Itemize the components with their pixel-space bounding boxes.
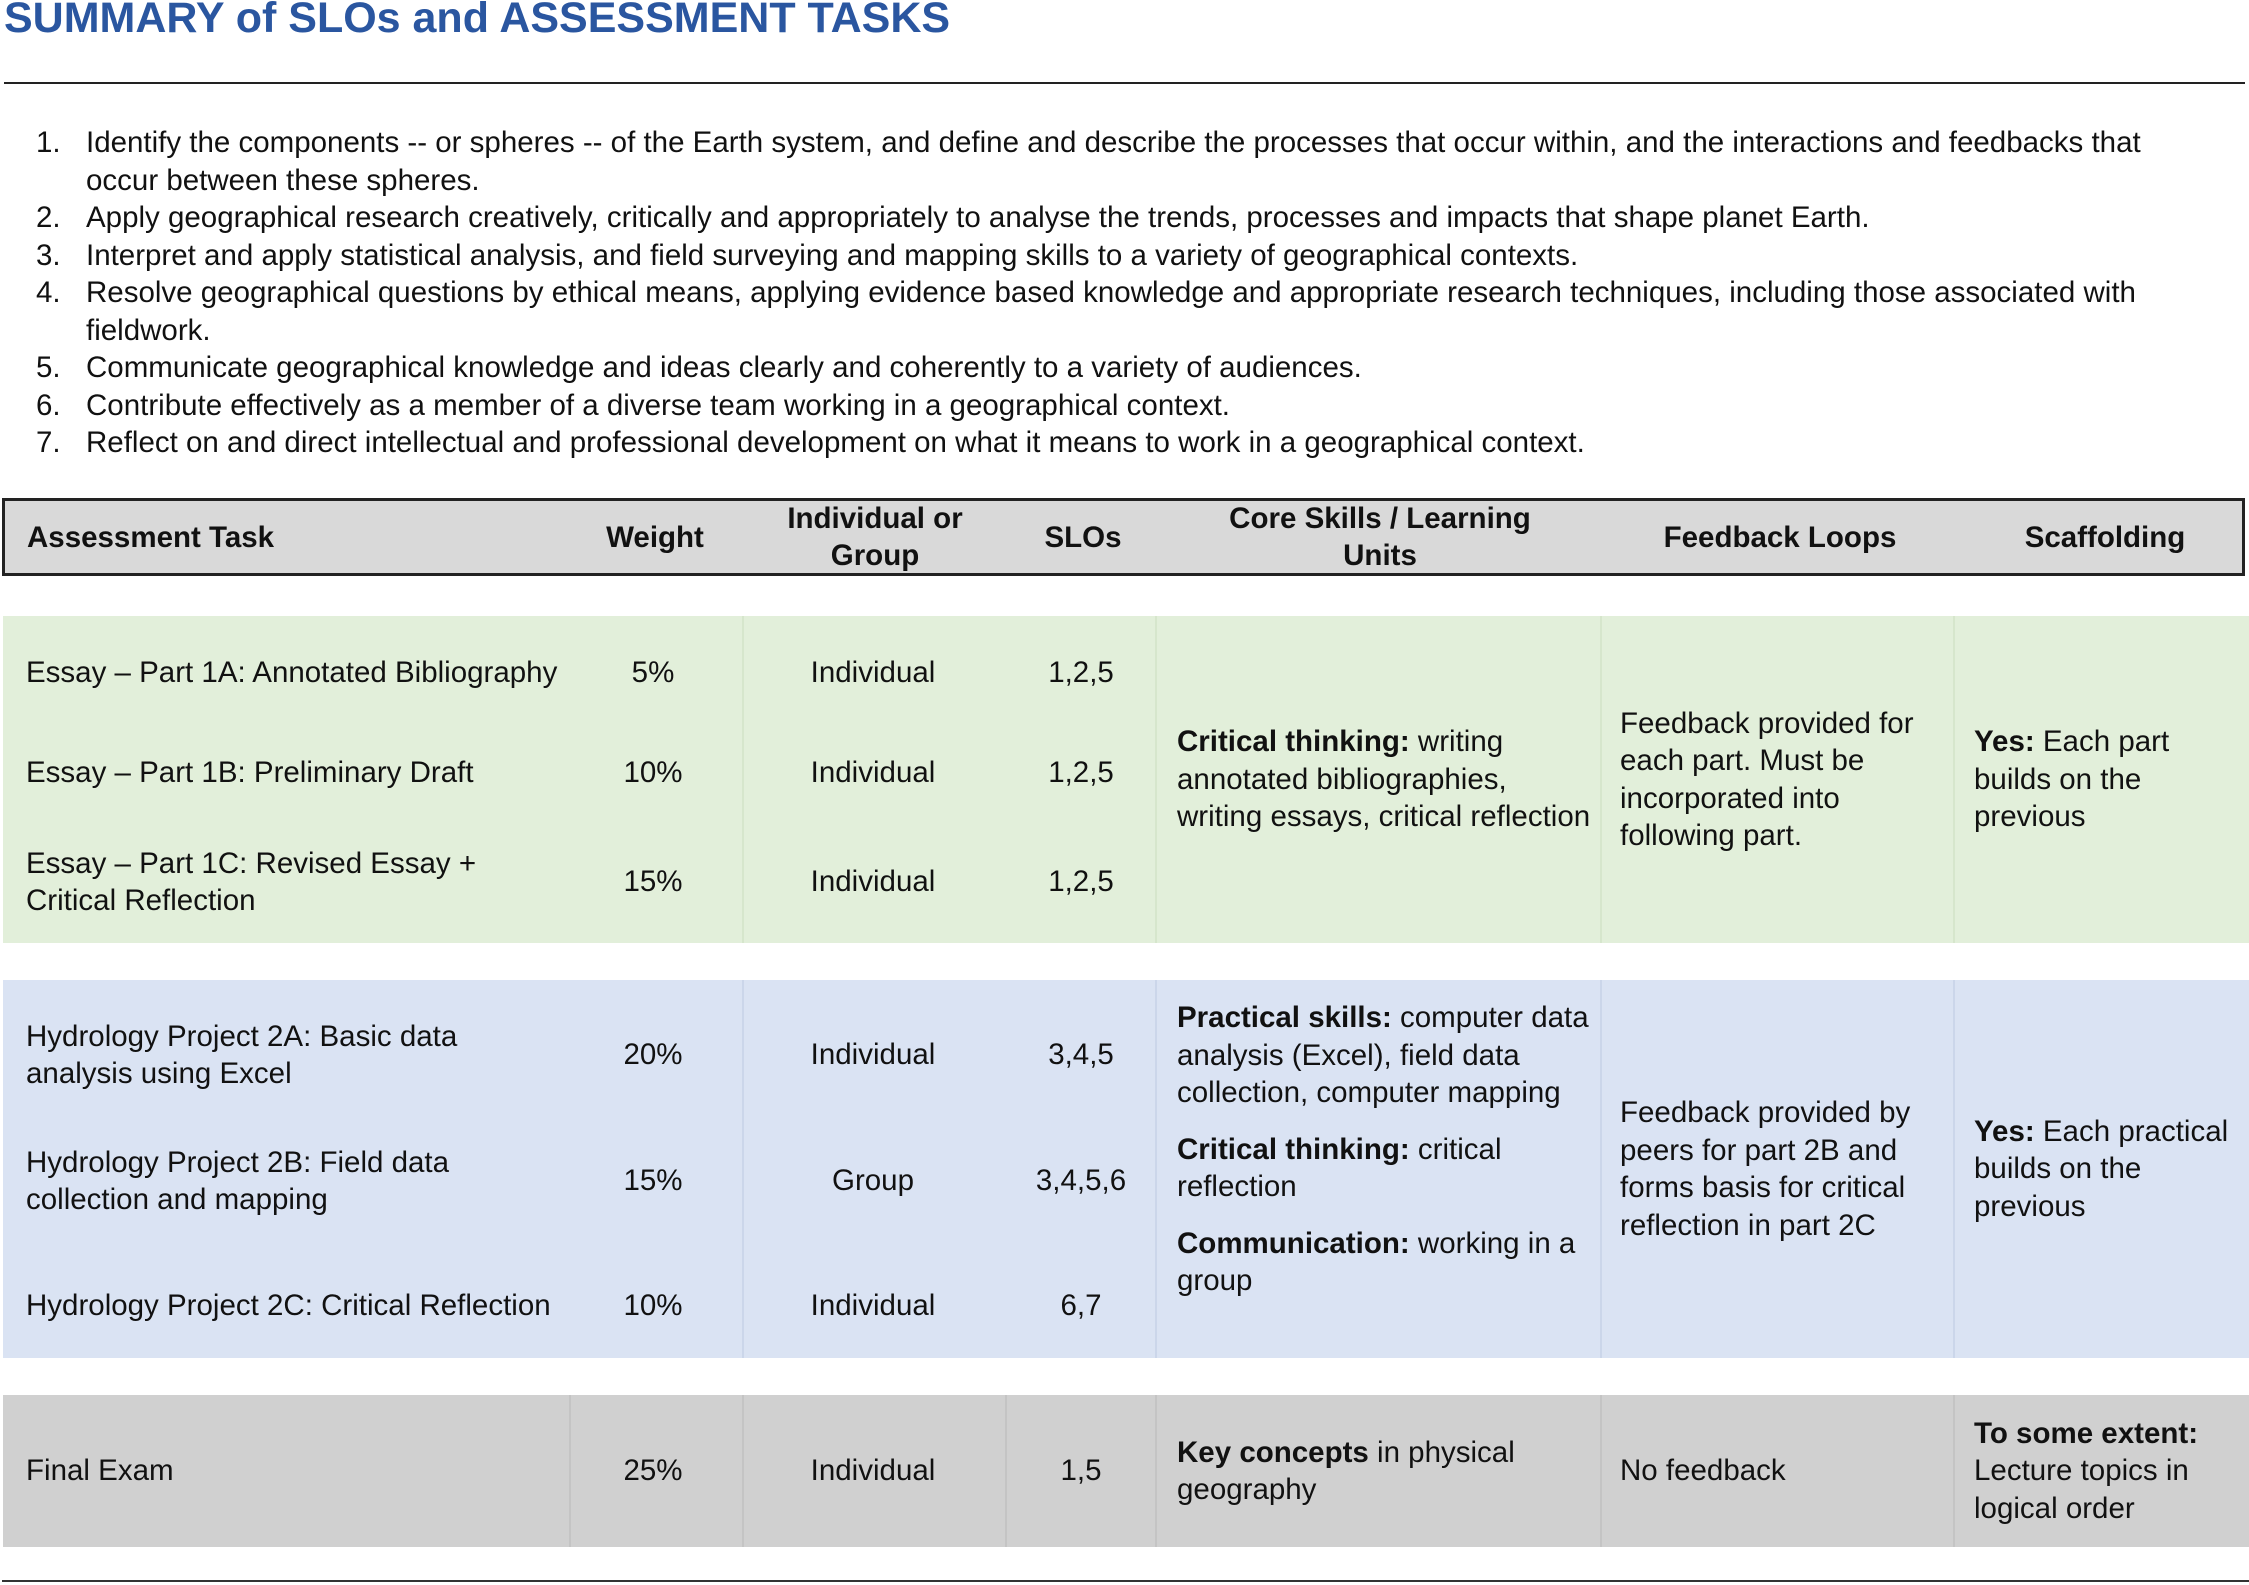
scaffolding-text bbox=[1974, 723, 2236, 836]
scaffolding-cell bbox=[1974, 616, 2236, 943]
core-skill-text: working in a group bbox=[1177, 1226, 1576, 1297]
slo-item bbox=[0, 199, 2249, 237]
slos-cell: 3,4,5 bbox=[1048, 1038, 1114, 1072]
core-skill-label: Practical skills: bbox=[1177, 1001, 1392, 1034]
header-feedback-loops: Feedback Loops bbox=[1663, 520, 1897, 554]
individual-cell: Individual bbox=[810, 1289, 936, 1323]
task-cell: Essay – Part 1C: Revised Essay + Critical Reflection bbox=[26, 846, 477, 917]
core-skill bbox=[1177, 999, 1597, 1112]
core-skill-text: critical reflection bbox=[1177, 1132, 1502, 1203]
scaffolding-detail: Each practical builds on the previous bbox=[1974, 1114, 2229, 1223]
core-skill-text: in physical geography bbox=[1177, 1435, 1515, 1506]
title-divider bbox=[4, 82, 2245, 84]
header-slos: SLOs bbox=[1044, 520, 1122, 554]
core-skill-label: Communication: bbox=[1177, 1226, 1410, 1260]
core-skill-label: Critical thinking: bbox=[1177, 1132, 1410, 1166]
task-cell: Hydrology Project 2C: Critical Reflection bbox=[26, 1289, 551, 1323]
slo-item bbox=[0, 237, 2249, 275]
scaffolding-detail: Lecture topics in logical order bbox=[1974, 1454, 2189, 1525]
task-cell: Essay – Part 1A: Annotated Bibliography bbox=[26, 656, 558, 690]
individual-cell: Individual bbox=[810, 865, 936, 899]
table-group-hydrology bbox=[3, 980, 2249, 1358]
slo-text: Communicate geographical knowledge and ideas clearly and coherently to a variety of audiences. bbox=[86, 351, 1362, 384]
slo-text: Apply geographical research creatively, critically and appropriately to analyse the trends, processes and impacts that shape planet Earth. bbox=[86, 201, 1870, 234]
weight-cell: 15% bbox=[623, 1164, 683, 1198]
header-assessment-task: Assessment Task bbox=[27, 520, 275, 554]
slo-number: 2. bbox=[36, 201, 61, 234]
weight-cell: 10% bbox=[623, 1289, 683, 1323]
core-skills-cell bbox=[1177, 1395, 1587, 1547]
slos-cell: 6,7 bbox=[1060, 1289, 1102, 1323]
column-divider bbox=[569, 1395, 571, 1547]
slo-text: Contribute effectively as a member of a diverse team working in a geographical context. bbox=[86, 388, 1230, 422]
slo-item bbox=[0, 124, 2249, 199]
core-skill-text: computer data analysis (Excel), field data collection, computer mapping bbox=[1177, 1001, 1589, 1109]
scaffolding-label: Yes: bbox=[1974, 1114, 2035, 1148]
slos-cell: 1,2,5 bbox=[1048, 865, 1114, 899]
slo-number: 1. bbox=[36, 126, 61, 159]
slo-item bbox=[0, 349, 2249, 387]
bottom-divider bbox=[2, 1580, 2249, 1582]
slo-item bbox=[0, 387, 2249, 425]
slo-number: 5. bbox=[36, 351, 61, 384]
slo-number: 6. bbox=[36, 388, 61, 422]
slos-cell: 1,2,5 bbox=[1048, 656, 1114, 690]
individual-cell: Individual bbox=[810, 656, 936, 690]
core-skill-label: Key concepts bbox=[1177, 1435, 1369, 1469]
core-skill-text: writing annotated bibliographies, writing essays, critical reflection bbox=[1177, 725, 1591, 834]
feedback-cell: Feedback provided for each part. Must be incorporated into following part. bbox=[1620, 706, 1914, 852]
slo-text: Identify the components -- or spheres -- of the Earth system, and define and describe the processes that occur within, and the interactions and feedbacks that occur between these spheres. bbox=[86, 126, 2141, 197]
column-divider bbox=[1600, 616, 1602, 943]
task-cell: Essay – Part 1B: Preliminary Draft bbox=[26, 756, 474, 790]
core-skills-cell bbox=[1177, 999, 1597, 1300]
table-header bbox=[2, 498, 2245, 576]
individual-cell: Individual bbox=[810, 756, 936, 790]
task-cell: Hydrology Project 2B: Field data collection and mapping bbox=[26, 1145, 450, 1216]
weight-cell: 10% bbox=[623, 756, 683, 790]
column-divider bbox=[1953, 980, 1955, 1358]
table-group-final-exam bbox=[3, 1395, 2249, 1547]
scaffolding-cell bbox=[1974, 980, 2236, 1358]
column-divider bbox=[1600, 1395, 1602, 1547]
header-individual-or-group: Individual or Group bbox=[787, 502, 963, 572]
scaffolding-text bbox=[1974, 1415, 2236, 1528]
individual-cell: Individual bbox=[810, 1038, 936, 1072]
column-divider bbox=[1600, 980, 1602, 1358]
slos-cell: 1,5 bbox=[1060, 1454, 1102, 1488]
feedback-cell: Feedback provided by peers for part 2B and forms basis for critical reflection in part 2C bbox=[1620, 1096, 1911, 1242]
slo-number: 3. bbox=[36, 238, 61, 272]
core-skill bbox=[1177, 1131, 1597, 1206]
table-group-essay bbox=[3, 616, 2249, 943]
feedback-cell: No feedback bbox=[1620, 1454, 1786, 1488]
column-divider bbox=[1953, 616, 1955, 943]
weight-cell: 5% bbox=[631, 656, 675, 690]
header-core-skills: Core Skills / Learning Units bbox=[1229, 502, 1531, 572]
slo-text: Interpret and apply statistical analysis, and field surveying and mapping skills to a variety of geographical contexts. bbox=[86, 238, 1579, 272]
core-skill-label: Critical thinking: bbox=[1177, 725, 1410, 759]
slo-item bbox=[0, 274, 2249, 349]
weight-cell: 20% bbox=[623, 1038, 683, 1072]
individual-cell: Individual bbox=[810, 1454, 936, 1488]
slos-cell: 1,2,5 bbox=[1048, 756, 1114, 790]
scaffolding-cell bbox=[1974, 1395, 2236, 1547]
task-cell: Final Exam bbox=[26, 1454, 174, 1488]
core-skills-cell bbox=[1177, 616, 1597, 943]
header-scaffolding: Scaffolding bbox=[2024, 520, 2186, 554]
scaffolding-label: Yes: bbox=[1974, 725, 2035, 759]
slo-text: Resolve geographical questions by ethical means, applying evidence based knowledge and appropriate research techniques, including those associated with fieldwork. bbox=[86, 276, 2136, 347]
slo-number: 4. bbox=[36, 276, 61, 309]
weight-cell: 15% bbox=[623, 865, 683, 899]
slo-item bbox=[0, 424, 2249, 462]
weight-cell: 25% bbox=[623, 1454, 683, 1488]
slo-list bbox=[0, 124, 2249, 462]
slo-text: Reflect on and direct intellectual and professional development on what it means to work in a geographical context. bbox=[86, 426, 1585, 459]
core-skill bbox=[1177, 1225, 1597, 1300]
column-divider bbox=[1953, 1395, 1955, 1547]
core-skill bbox=[1177, 723, 1597, 836]
core-skill bbox=[1177, 1434, 1587, 1509]
slos-cell: 3,4,5,6 bbox=[1035, 1164, 1127, 1198]
slo-number: 7. bbox=[36, 426, 61, 459]
scaffolding-detail: Each part builds on the previous bbox=[1974, 725, 2170, 834]
scaffolding-text bbox=[1974, 1113, 2236, 1226]
task-cell: Hydrology Project 2A: Basic data analysis using Excel bbox=[26, 1019, 458, 1090]
scaffolding-label: To some extent: bbox=[1974, 1416, 2199, 1450]
individual-cell: Group bbox=[832, 1164, 914, 1198]
header-weight: Weight bbox=[606, 520, 704, 554]
page-title: SUMMARY of SLOs and ASSESSMENT TASKS bbox=[4, 0, 951, 42]
